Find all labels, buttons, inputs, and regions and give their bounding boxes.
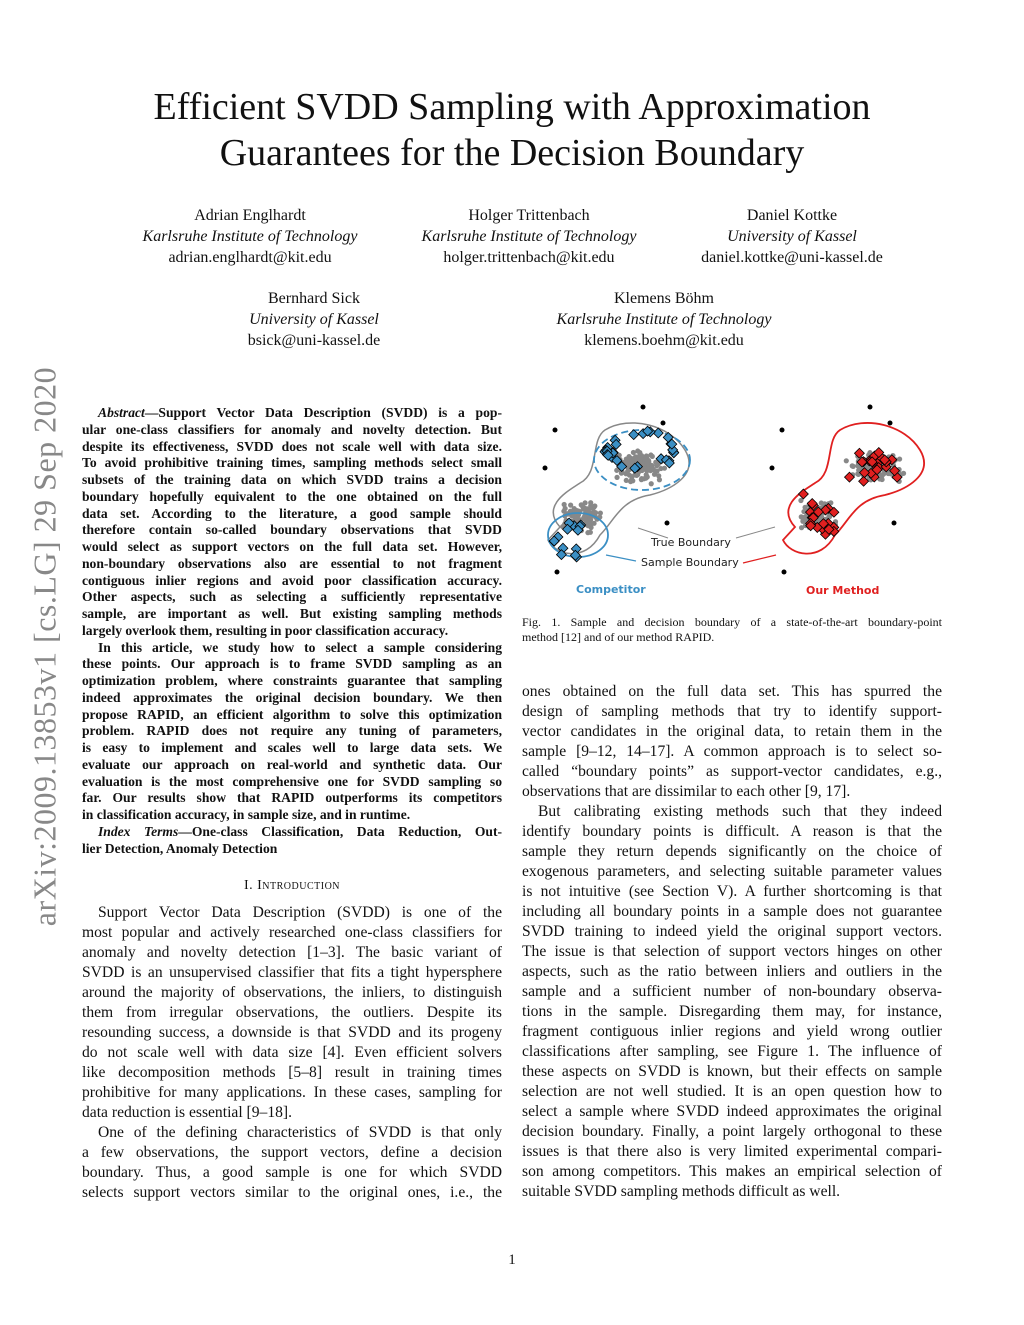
line-text: boundary hopefully equivalent to the one obtained on the full [82, 488, 502, 504]
text-line [82, 606, 502, 623]
outlier-point [780, 428, 785, 433]
text-line [522, 1122, 942, 1142]
inlier-point [649, 481, 654, 486]
text-line [82, 472, 502, 489]
inlier-point [645, 474, 650, 479]
author-block [514, 288, 814, 351]
text-line [82, 506, 502, 523]
outlier-point [888, 421, 893, 426]
text-line [522, 962, 942, 982]
inlier-point [880, 473, 885, 478]
text-line [82, 757, 502, 774]
text-line [82, 1183, 502, 1203]
caption-line: Fig. 1. Sample and decision boundary of a state-of-the-art boundary-point [522, 615, 942, 629]
sample-boundary-label: Sample Boundary [641, 556, 739, 569]
line-text: do not scale well with data size [4]. Even efficient solvers [82, 1044, 502, 1061]
line-text: is not intuitive (see Section V). A further shortcoming is that [522, 883, 942, 900]
author-email[interactable]: daniel.kottke@uni-kassel.de [701, 249, 883, 266]
text-line [82, 489, 502, 506]
line-text: tions in the sample. Disregarding them may, for instance, [522, 1003, 942, 1020]
text-line [522, 722, 942, 742]
author-affiliation: Karlsruhe Institute of Technology [421, 228, 637, 245]
line-text: —Support Vector Data Description (SVDD) is a pop- [144, 405, 502, 420]
line-text: classifications after sampling, see Figure 1. The influence of [522, 1043, 942, 1060]
page-number: 1 [508, 1252, 516, 1268]
text-line [82, 1163, 502, 1183]
line-text: indeed approximates the original decision boundary. We then [82, 689, 502, 705]
text-line [522, 882, 942, 902]
line-text: prohibitive for many applications. In these cases, sampling for [82, 1084, 502, 1101]
inlier-point [588, 530, 593, 535]
outlier-point [553, 428, 558, 433]
inlier-point [591, 521, 596, 526]
text-line [82, 690, 502, 707]
line-text: select a sample where SVDD indeed approximates the original [522, 1103, 942, 1120]
text-line [98, 1123, 502, 1143]
inlier-point [586, 521, 591, 526]
inlier-point [844, 458, 849, 463]
author-affiliation: Karlsruhe Institute of Technology [556, 311, 772, 328]
line-text: largely overlook them, resulting in poor classification accuracy. [82, 622, 449, 638]
paper-title-line-1: Efficient SVDD Sampling with Approximation [153, 86, 871, 128]
author-email[interactable]: bsick@uni-kassel.de [247, 332, 381, 349]
inlier-point [851, 464, 856, 469]
inlier-point [562, 502, 567, 507]
text-line [82, 522, 502, 539]
line-text: exogenous parameters, and selecting suitable parameter values [522, 863, 942, 880]
text-line [522, 1162, 942, 1182]
line-text: optimization problem, where constraints guarantee that sampling [82, 673, 502, 688]
author-block [379, 205, 679, 268]
inlier-point [648, 452, 653, 457]
line-text: data reduction is essential [9–18]. [82, 1104, 293, 1121]
line-text: including all boundary points in a sample does not guarantee [522, 903, 942, 920]
line-text: propose RAPID, an efficient algorithm to solve this optimization [82, 706, 502, 722]
outlier-point [543, 466, 548, 471]
line-text: observations that are dissimilar to each other [9, 17]. [522, 783, 851, 800]
text-line [522, 982, 942, 1002]
line-text: selection are not well studied. It is an open question how to [522, 1083, 942, 1100]
line-text: son among competitors. This makes an empirical selection of [522, 1163, 942, 1180]
author-affiliation: University of Kassel [727, 228, 857, 245]
line-text: anomaly and novelty detection [1–3]. The basic variant of [82, 944, 502, 961]
text-line [522, 1142, 942, 1162]
text-line [522, 1042, 942, 1062]
line-text: sample [9–12, 14–17]. A common approach is to select so- [522, 743, 942, 760]
author-email[interactable]: klemens.boehm@kit.edu [584, 332, 744, 349]
line-text: SVDD is an unsupervised classifier that fits a tight hypersphere [82, 964, 502, 981]
text-line [98, 405, 502, 422]
line-text: To avoid prohibitive training times, sampling methods select small [82, 455, 502, 471]
text-line [82, 656, 502, 673]
figure-1 [520, 395, 950, 605]
line-text: would select as support vectors on the full data set. However, [82, 539, 502, 554]
true-boundary-label: True Boundary [651, 536, 731, 549]
inlier-point [645, 466, 650, 471]
line-text: sample they return depends significantly on the choice of [522, 843, 942, 860]
outlier-point [665, 521, 670, 526]
line-text: SVDD training to indeed yield the original support vectors. [522, 923, 942, 940]
text-line [522, 1002, 942, 1022]
outlier-point [892, 521, 897, 526]
text-line [98, 824, 502, 841]
line-text: subsets of the training data on which SVDD trains a decision [82, 472, 502, 487]
text-line [538, 802, 942, 822]
competitor-label: Competitor [576, 583, 646, 596]
inlier-point [654, 468, 659, 473]
author-block [100, 205, 400, 268]
inlier-point [644, 460, 649, 465]
paper-title-line-2: Guarantees for the Decision Boundary [219, 132, 805, 174]
caption-line: method [12] and of our method RAPID. [522, 630, 715, 644]
inlier-point [592, 503, 597, 508]
text-line [82, 807, 502, 824]
author-affiliation: University of Kassel [249, 311, 379, 328]
text-line [522, 922, 942, 942]
line-text: is easy to implement and scales well to large data sets. We [82, 740, 502, 755]
line-text: ular one-class classifiers for anomaly and novelty detection. But [82, 421, 502, 437]
text-line [82, 963, 502, 983]
inlier-point [588, 500, 593, 505]
line-text: aspects, such as the ratio between inliers and outliers in the [522, 963, 942, 980]
text-line [522, 902, 942, 922]
inlier-point [624, 458, 629, 463]
inlier-point [624, 471, 629, 476]
line-text: ones obtained on the full data set. This has spurred the [522, 683, 942, 700]
text-line [82, 740, 502, 757]
author-email[interactable]: adrian.englhardt@kit.edu [168, 249, 332, 266]
abstract-label: Abstract [98, 405, 145, 420]
text-line [82, 1103, 502, 1123]
text-line [82, 623, 502, 640]
text-line [522, 1182, 942, 1202]
inlier-point [639, 477, 644, 482]
line-text: suitable SVDD sampling methods difficult as well. [522, 1183, 841, 1200]
text-line [82, 841, 502, 858]
sample-point [798, 489, 808, 499]
inlier-point [802, 517, 807, 522]
section-heading: I. Introduction [243, 878, 341, 893]
text-line [82, 573, 502, 590]
outlier-point [555, 570, 560, 575]
line-text: The issue is that selection of support vectors hinges on other [522, 943, 942, 960]
author-name: Holger Trittenbach [468, 207, 590, 224]
inlier-point [897, 456, 902, 461]
author-email[interactable]: holger.trittenbach@kit.edu [443, 249, 615, 266]
author-block [164, 288, 464, 351]
text-line [82, 673, 502, 690]
text-line [82, 1023, 502, 1043]
text-line [522, 1022, 942, 1042]
line-text: Support Vector Data Description (SVDD) is one of the [98, 904, 502, 921]
line-text: —One-class Classification, Data Reduction, Out- [178, 823, 503, 839]
outlier-point [770, 466, 775, 471]
text-line [522, 762, 942, 782]
line-text: called “boundary points” as support-vector candidates, e.g., [522, 763, 942, 780]
text-line [82, 556, 502, 573]
line-text: design of sampling methods that try to identify support- [522, 703, 942, 720]
line-text: In this article, we study how to select a sample considering [98, 639, 502, 655]
text-line [82, 790, 502, 807]
inlier-point [582, 516, 587, 521]
line-text: contiguous inlier regions and avoid poor classification accuracy. [82, 572, 502, 588]
arrow [606, 555, 636, 561]
outlier-point [641, 405, 646, 410]
text-line [82, 589, 502, 606]
line-text: One of the defining characteristics of SVDD is that only [98, 1124, 502, 1141]
line-text: evaluate our approach on real-world and synthetic data. Our [82, 756, 502, 772]
line-text: issues is that there also is very limited experimental compari- [522, 1143, 942, 1160]
inlier-point [637, 450, 642, 455]
inlier-point [799, 525, 804, 530]
author-name: Adrian Englhardt [194, 207, 306, 224]
text-line [522, 1062, 942, 1082]
line-text: around the majority of observations, the inliers, to distinguish [82, 984, 502, 1001]
text-line [82, 439, 502, 456]
author-name: Klemens Böhm [614, 290, 714, 307]
text-line [522, 862, 942, 882]
text-line [98, 640, 502, 657]
inlier-point [573, 516, 578, 521]
text-line [522, 682, 942, 702]
outlier-point [868, 405, 873, 410]
author-affiliation: Karlsruhe Institute of Technology [142, 228, 358, 245]
inlier-point [614, 475, 619, 480]
line-text: these points. Our approach is to frame SVDD sampling as an [82, 656, 502, 672]
author-name: Daniel Kottke [746, 207, 838, 224]
text-line [82, 707, 502, 724]
line-text: most popular and actively researched one-class classifiers for [82, 924, 502, 941]
author-name: Bernhard Sick [268, 290, 360, 307]
author-block [642, 205, 942, 268]
arxiv-identifier[interactable]: arXiv:2009.13853v1 [cs.LG] 29 Sep 2020 [26, 366, 63, 927]
inlier-point [591, 509, 596, 514]
arrow [743, 555, 776, 563]
line-text: problem. RAPID does not require any tuning of parameters, [82, 723, 502, 739]
sample-point [629, 430, 639, 440]
text-line [522, 822, 942, 842]
text-line [82, 1083, 502, 1103]
text-line [82, 943, 502, 963]
line-text: But calibrating existing methods such that they indeed [538, 803, 942, 820]
line-text: a few observations, the support vectors, define a decision [82, 1144, 502, 1161]
text-line [522, 742, 942, 762]
text-line [82, 1043, 502, 1063]
line-text: therefore contain so-called boundary observations that SVDD [82, 522, 502, 538]
our-method-label: Our Method [806, 584, 880, 597]
line-text: in classification accuracy, in sample size, and in runtime. [82, 807, 411, 822]
text-line [82, 539, 502, 556]
line-text: far. Our results show that RAPID outperforms its competitors [82, 790, 502, 806]
line-text: fragment contiguous inlier regions and yield wrong outlier [522, 1023, 942, 1040]
line-text: non-boundary observations also are essential to not fragment [82, 555, 502, 571]
line-text: evaluation is the most comprehensive one for SVDD sampling so [82, 773, 502, 789]
line-text: boundary. Thus, a good sample is one for which SVDD [82, 1164, 502, 1181]
text-line [522, 702, 942, 722]
line-text: them from irregular observations, the outliers. Despite its [82, 1004, 502, 1021]
outlier-point [782, 570, 787, 575]
inlier-point [631, 450, 636, 455]
line-text: these aspects on SVDD is known, but their effects on sample [522, 1063, 942, 1080]
text-line [82, 1063, 502, 1083]
inlier-point [662, 466, 667, 471]
line-text: sample and a sufficient number of non-boundary observa- [522, 983, 942, 1000]
text-line [522, 1082, 942, 1102]
text-line [522, 842, 942, 862]
line-text: identify boundary points is difficult. A reason is that the [522, 823, 942, 840]
arrow [736, 527, 775, 538]
line-text: decision boundary. Finally, a point largely orthogonal to these [522, 1123, 942, 1140]
line-text: resounding success, a downside is that SVDD and its progeny [82, 1024, 502, 1041]
text-line [98, 903, 502, 923]
inlier-point [638, 455, 643, 460]
text-line [82, 422, 502, 439]
text-line [82, 723, 502, 740]
text-line [82, 1143, 502, 1163]
line-text: lier Detection, Anomaly Detection [82, 840, 278, 856]
text-line [82, 923, 502, 943]
outlier-point [661, 421, 666, 426]
line-text: sample, are important as well. But existing sampling methods [82, 606, 502, 621]
text-line [82, 1003, 502, 1023]
text-line [82, 455, 502, 472]
inlier-point [572, 506, 577, 511]
line-text: like decomposition methods [5–8] result in training times [82, 1064, 502, 1081]
inlier-point [630, 474, 635, 479]
text-line [82, 774, 502, 791]
text-line [522, 782, 942, 802]
inlier-point [632, 456, 637, 461]
sample-boundary [783, 423, 924, 554]
text-line [82, 983, 502, 1003]
figure-caption [522, 615, 942, 645]
line-text: data set. According to the literature, a good sample should [82, 505, 502, 521]
line-text: vector candidates in the original data, to retain them in the [522, 723, 942, 740]
line-text: despite its effectiveness, SVDD does not scale well with data size. [82, 438, 502, 454]
text-line [522, 1102, 942, 1122]
text-line [522, 942, 942, 962]
line-text: Other aspects, such as selecting a sufficiently representative [82, 589, 502, 605]
line-text: selects support vectors similar to the original ones, i.e., the [82, 1184, 502, 1201]
abstract-label: Index Terms [98, 823, 179, 839]
inlier-point [656, 473, 661, 478]
